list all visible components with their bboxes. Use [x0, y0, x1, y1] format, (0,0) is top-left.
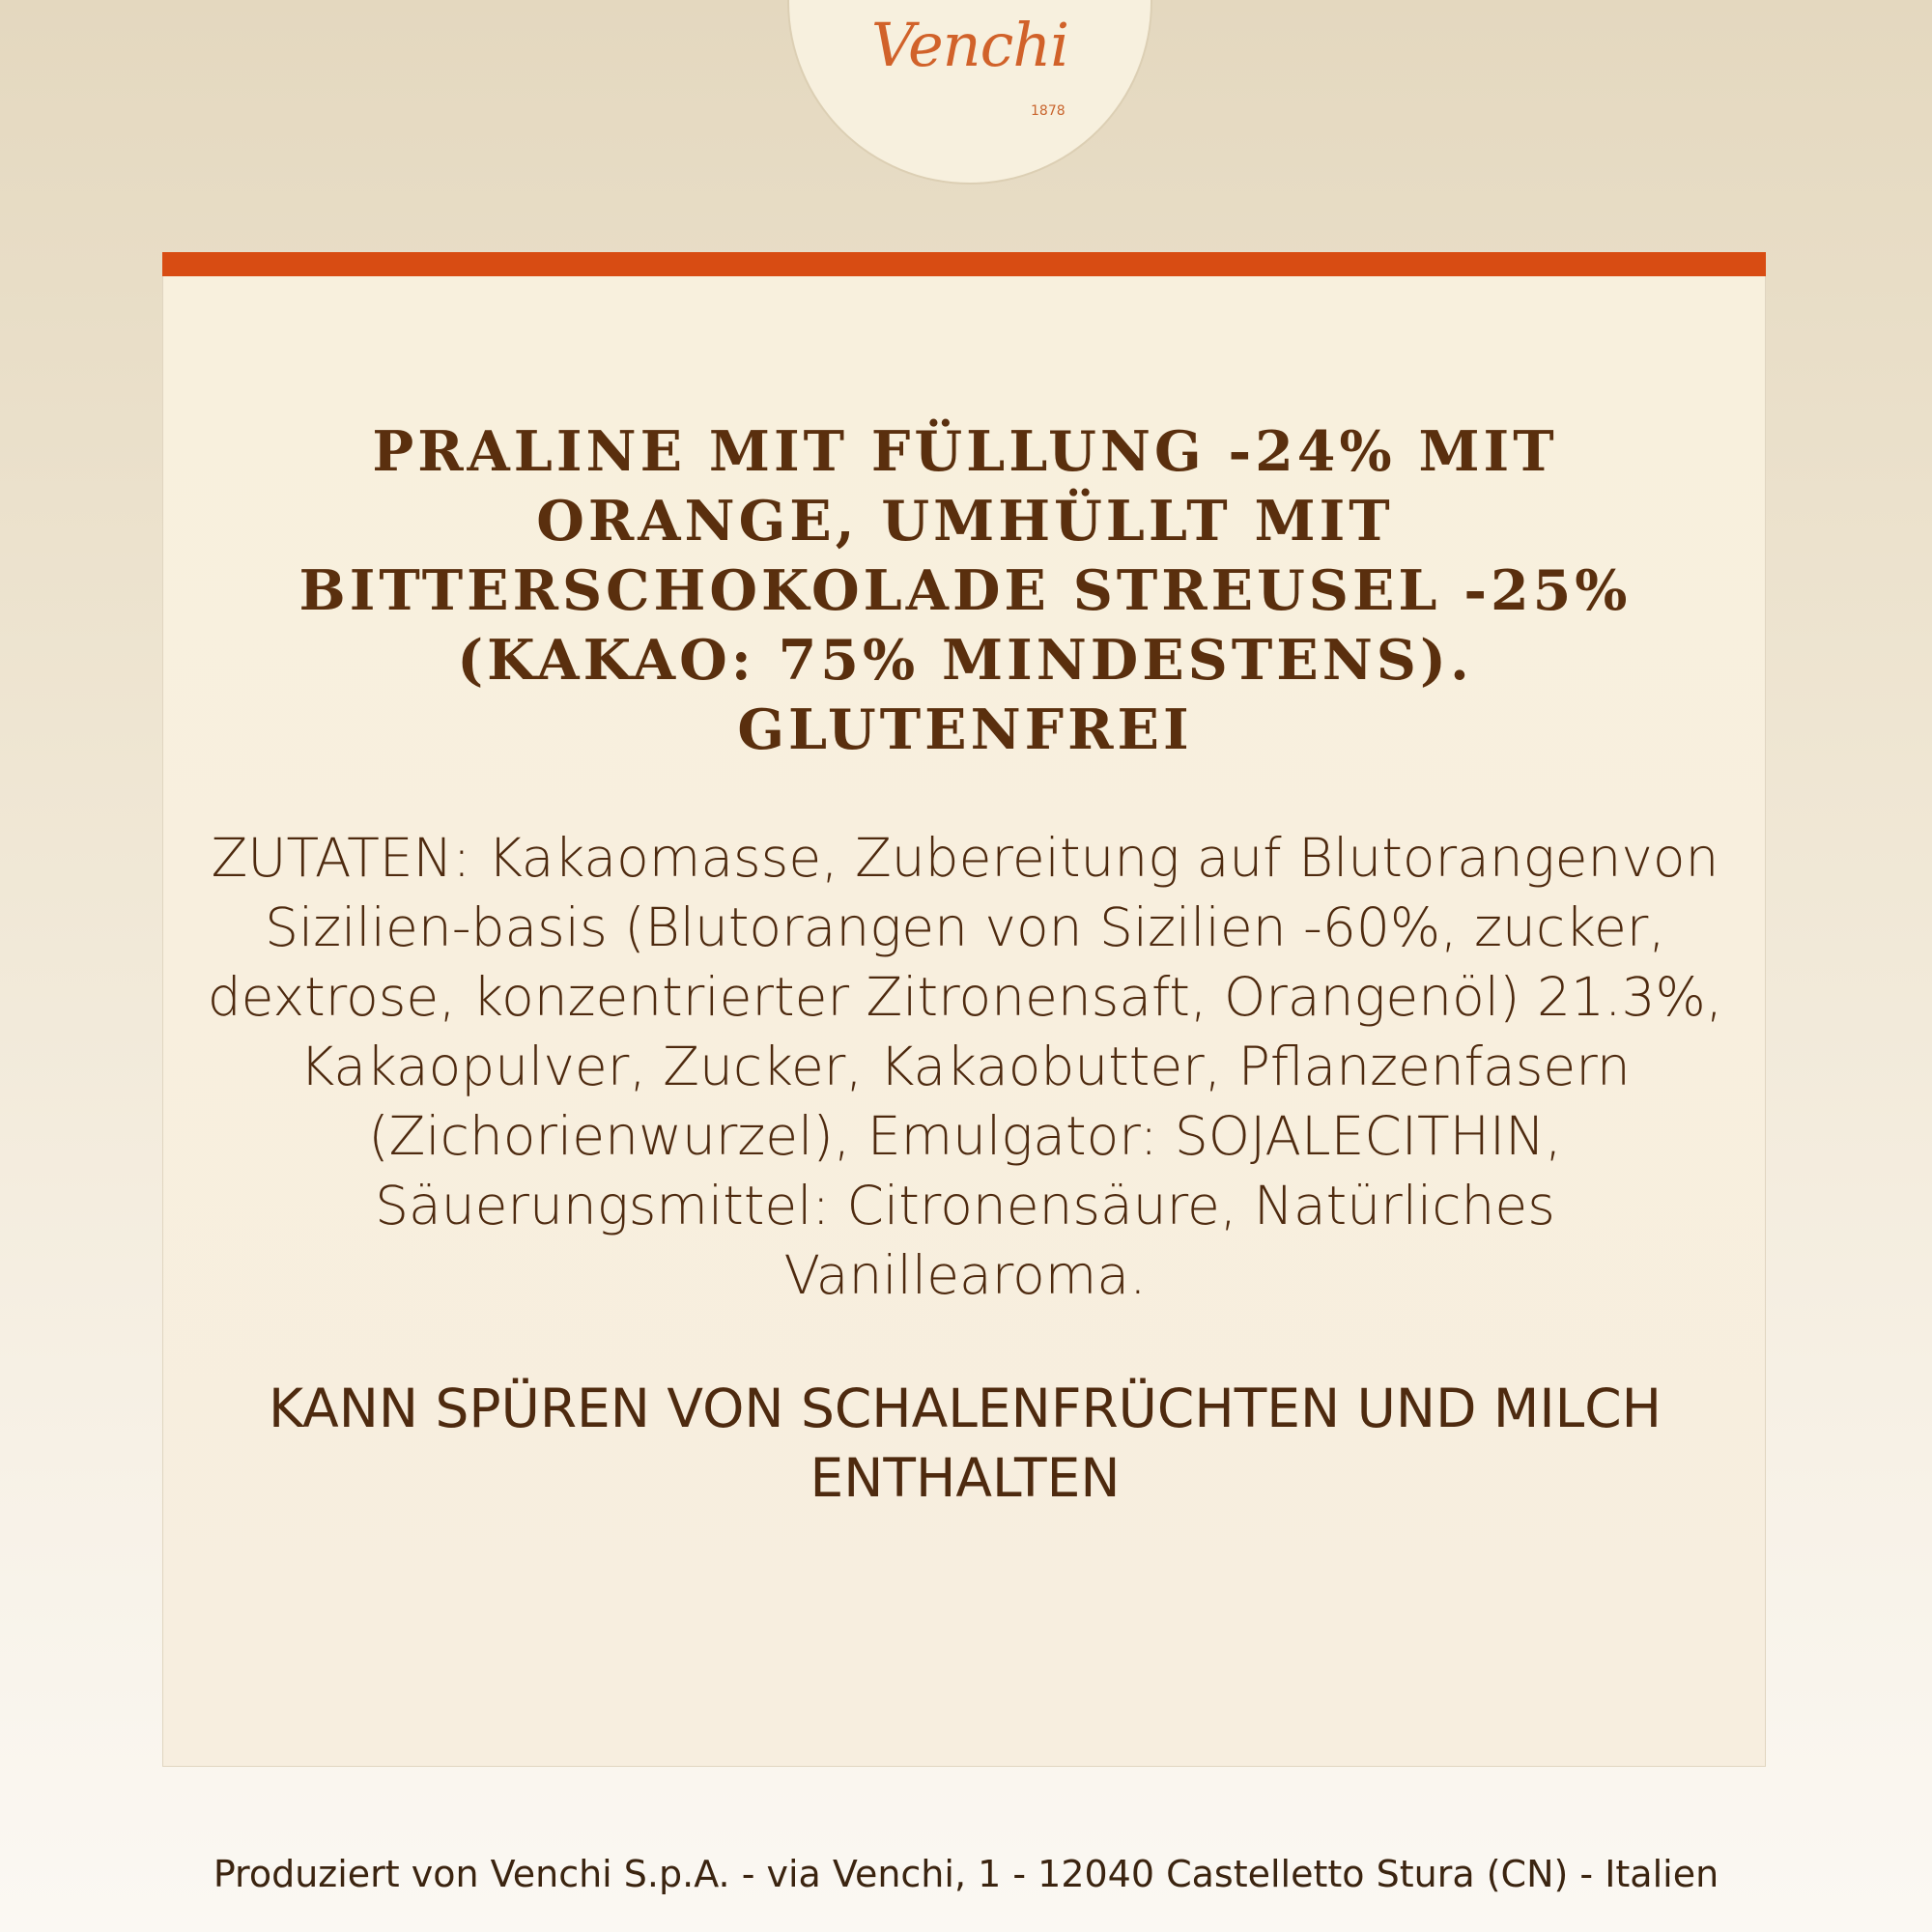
product-title: PRALINE MIT FÜLLUNG -24% MIT ORANGE, UMHÜLLT MIT BITTERSCHOKOLADE STREUSEL -25% (KAKAO: 75% MINDESTENS). GLUTENFREI	[298, 419, 1632, 762]
accent-bar	[162, 252, 1766, 276]
brand-logo	[789, 0, 1151, 183]
product-info-card	[162, 252, 1766, 1767]
brand-logo-year: 1878	[1031, 103, 1065, 119]
ingredients-text: ZUTATEN: Kakaomasse, Zubereitung auf Blutorangenvon Sizilien-basis (Blutorangen von Sizilien -60%, zucker, dextrose, konzentrierter Zitronensaft, Orangenöl) 21.3%, Kakaopulver, Zucker, Kakaobutter, Pflanzenfasern (Zichorienwurzel), Emulgator: SOJALECITHIN, Säuerungsmittel: Citronensäure, Natürliches Vanillearoma.	[207, 827, 1723, 1306]
producer-footer: Produziert von Venchi S.p.A. - via Venchi, 1 - 12040 Castelletto Stura (CN) - Italien	[213, 1853, 1719, 1895]
brand-logo-wordmark: Venchi	[870, 10, 1069, 80]
allergen-warning: KANN SPÜREN VON SCHALENFRÜCHTEN UND MILCH ENTHALTEN	[269, 1378, 1662, 1509]
